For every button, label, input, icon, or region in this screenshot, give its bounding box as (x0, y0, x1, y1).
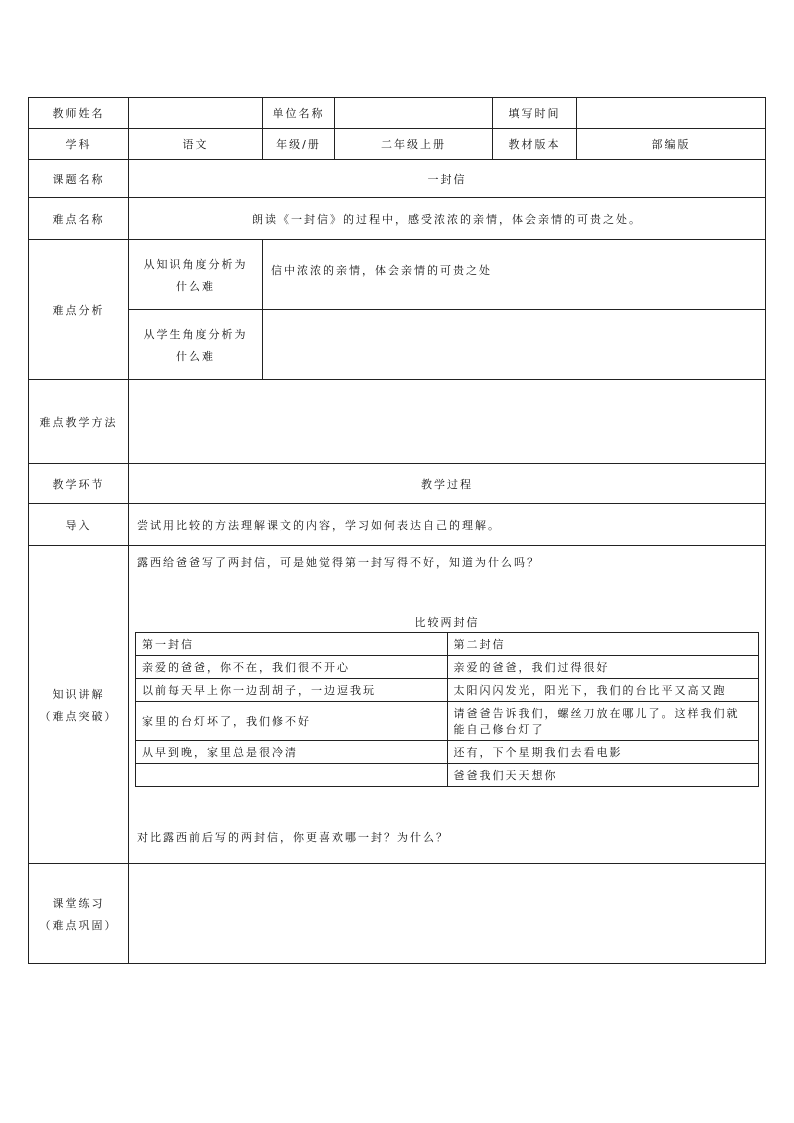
row-analysis-student (29, 310, 766, 380)
row-subject-info (29, 129, 766, 160)
intro-label: 导入 (29, 504, 129, 546)
explain-followup: 对比露西前后写的两封信，你更喜欢哪一封？为什么？ (137, 831, 449, 844)
student-angle-label-line1: 从学生角度分析为 (143, 327, 248, 341)
letter2-cell: 亲爱的爸爸，我们过得很好 (447, 656, 759, 679)
row-topic (29, 160, 766, 198)
unit-name-field[interactable] (335, 98, 493, 129)
knowledge-angle-value: 信中浓浓的亲情，体会亲情的可贵之处 (263, 240, 766, 310)
row-practice (29, 864, 766, 964)
practice-label-line2: （难点巩固） (39, 918, 118, 932)
method-value[interactable] (129, 380, 766, 464)
analysis-label: 难点分析 (29, 240, 129, 380)
letter2-cell: 还有，下个星期我们去看电影 (447, 741, 759, 764)
lesson-plan-form (28, 97, 765, 964)
row-intro (29, 504, 766, 546)
student-angle-label-line2: 什么难 (176, 349, 215, 363)
compare-title: 比较两封信 (414, 616, 480, 629)
compare-row (136, 764, 759, 787)
stage-label: 教学环节 (29, 464, 129, 504)
unit-name-label: 单位名称 (263, 98, 335, 129)
explain-label-line2: （难点突破） (39, 709, 118, 723)
practice-label-line1: 课堂练习 (52, 896, 105, 910)
subject-label: 学科 (29, 129, 129, 160)
grade-label: 年级/册 (263, 129, 335, 160)
row-explain (29, 546, 766, 864)
teacher-name-label: 教师姓名 (29, 98, 129, 129)
row-stage-header (29, 464, 766, 504)
topic-value: 一封信 (129, 160, 766, 198)
letter2-cell: 请爸爸告诉我们，螺丝刀放在哪儿了。这样我们就能自己修台灯了 (447, 702, 759, 741)
grade-value: 二年级上册 (335, 129, 493, 160)
subject-value: 语文 (129, 129, 263, 160)
knowledge-angle-label (129, 240, 263, 310)
explain-content (129, 546, 766, 864)
letter1-header: 第一封信 (136, 633, 448, 656)
letter1-cell: 从早到晚，家里总是很冷清 (136, 741, 448, 764)
letter2-cell: 太阳闪闪发光，阳光下，我们的台比平又高又跑 (447, 679, 759, 702)
teacher-name-field[interactable] (129, 98, 263, 129)
practice-label (29, 864, 129, 964)
textbook-value: 部编版 (577, 129, 766, 160)
compare-table (135, 632, 759, 787)
student-angle-label (129, 310, 263, 380)
row-difficulty (29, 198, 766, 240)
intro-value: 尝试用比较的方法理解课文的内容，学习如何表达自己的理解。 (129, 504, 766, 546)
textbook-label: 教材版本 (493, 129, 577, 160)
compare-row (136, 741, 759, 764)
knowledge-angle-label-line1: 从知识角度分析为 (143, 257, 248, 271)
fill-time-label: 填写时间 (493, 98, 577, 129)
lesson-plan-table (28, 97, 766, 964)
compare-row (136, 679, 759, 702)
difficulty-label: 难点名称 (29, 198, 129, 240)
letter1-cell: 以前每天早上你一边刮胡子，一边逗我玩 (136, 679, 448, 702)
process-label: 教学过程 (129, 464, 766, 504)
letter2-cell: 爸爸我们天天想你 (447, 764, 759, 787)
letter2-header: 第二封信 (447, 633, 759, 656)
student-angle-value[interactable] (263, 310, 766, 380)
compare-header-row (136, 633, 759, 656)
knowledge-angle-label-line2: 什么难 (176, 279, 215, 293)
method-label: 难点教学方法 (29, 380, 129, 464)
difficulty-value: 朗读《一封信》的过程中，感受浓浓的亲情，体会亲情的可贵之处。 (129, 198, 766, 240)
practice-value[interactable] (129, 864, 766, 964)
fill-time-field[interactable] (577, 98, 766, 129)
explain-label-line1: 知识讲解 (52, 687, 105, 701)
letter1-cell (136, 764, 448, 787)
topic-label: 课题名称 (29, 160, 129, 198)
explain-label (29, 546, 129, 864)
compare-row (136, 656, 759, 679)
letter1-cell: 亲爱的爸爸，你不在，我们很不开心 (136, 656, 448, 679)
row-method (29, 380, 766, 464)
letter1-cell: 家里的台灯坏了，我们修不好 (136, 702, 448, 741)
explain-question: 露西给爸爸写了两封信，可是她觉得第一封写得不好，知道为什么吗？ (137, 556, 540, 569)
compare-row (136, 702, 759, 741)
row-analysis-knowledge (29, 240, 766, 310)
row-header-info (29, 98, 766, 129)
